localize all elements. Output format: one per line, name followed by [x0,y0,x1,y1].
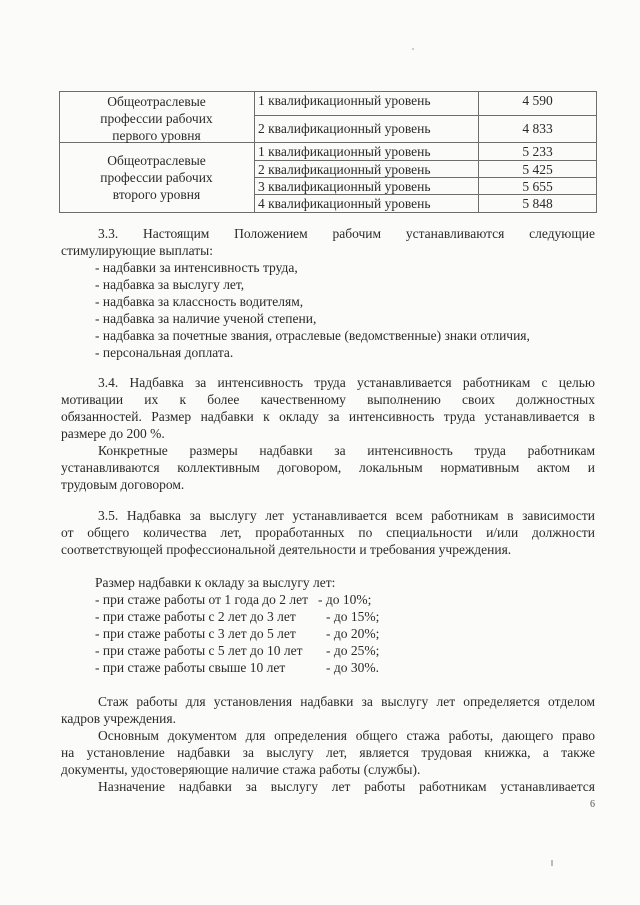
closing-line: Назначение надбавки за выслугу лет работы работникам устанавливается [98,779,595,794]
list-item: - надбавки за интенсивность труда, [95,260,298,275]
list-item: - персональная доплата. [95,345,234,360]
para-word: устанавливаются [405,226,505,241]
section-3-3-first-line [98,226,595,242]
closing-line: кадров учреждения. [61,711,176,726]
section-3-4-line: мотивации их к более качественному выполнению своих должностных [61,392,595,407]
section-3-5-line: соответствующей профессиональной деятельности и требования учреждения. [61,542,512,557]
bonus-value: - до 25%; [326,643,380,658]
bonus-value: - до 30%. [326,660,379,675]
bonus-value: - до 10%; [318,592,372,607]
table-level: 4 квалификационный уровень [258,196,431,211]
table-amount: 4 833 [522,121,553,136]
para-word: Положением [234,226,308,241]
list-item: - надбавка за наличие ученой степени, [95,311,317,326]
closing-line: Основным документом для определения общего стажа работы, дающего право [98,728,595,743]
table-amount: 5 233 [522,144,553,159]
bonus-condition: - при стаже работы с 5 лет до 10 лет [95,643,303,658]
table-amount: 4 590 [522,93,553,108]
table-level: 1 квалификационный уровень [258,144,431,159]
section-3-5-line: 3.5. Надбавка за выслугу лет устанавливается всем работникам в зависимости [98,508,595,523]
bonus-heading: Размер надбавки к окладу за выслугу лет: [95,575,336,590]
section-3-3-line: стимулирующие выплаты: [61,243,213,258]
list-item: - надбавка за классность водителям, [95,294,304,309]
scan-speck [551,860,553,866]
table-amount: 5 655 [522,179,553,194]
table-level: 3 квалификационный уровень [258,179,431,194]
pay-table [59,91,597,213]
table-border [59,212,597,213]
list-item: - надбавка за почетные звания, отраслевые (ведомственные) знаки отличия, [95,328,530,343]
section-3-4-line: трудовым договором. [61,477,185,492]
section-3-4-line: Конкретные размеры надбавки за интенсивность труда работникам [98,443,595,458]
para-word: Настоящим [143,226,210,241]
table-group-name: Общеотраслевые профессии рабочих второго уровня [100,153,213,202]
bonus-condition: - при стаже работы с 2 лет до 3 лет [95,609,296,624]
section-3-4-line: устанавливаются коллективным договором, локальным нормативным актом и [61,460,595,475]
table-group-name: Общеотраслевые профессии рабочих первого уровня [100,94,213,143]
bonus-value: - до 20%; [326,626,380,641]
section-3-4-line: размере до 200 %. [61,426,165,441]
table-border [254,115,597,116]
bonus-condition: - при стаже работы с 3 лет до 5 лет [95,626,296,641]
para-word: 3.3. [98,226,119,241]
page-number: 6 [590,799,595,810]
closing-line: на установление надбавки за выслугу лет, является трудовая книжка, а также [61,745,595,760]
bonus-value: - до 15%; [326,609,380,624]
closing-line: документы, удостоверяющие наличие стажа работы (службы). [61,762,421,777]
bonus-condition: - при стаже работы свыше 10 лет [95,660,286,675]
table-border [59,91,60,213]
section-3-5-line: от общего количества лет, проработанных по специальности и/или должности [61,525,595,540]
bonus-condition: - при стаже работы от 1 года до 2 лет [95,592,309,607]
para-word: рабочим [332,226,382,241]
section-3-4-line: 3.4. Надбавка за интенсивность труда устанавливается работникам с целью [98,375,595,390]
para-word: следующие [529,226,595,241]
scan-speck [412,48,414,50]
table-amount: 5 425 [522,162,553,177]
table-amount: 5 848 [522,196,553,211]
list-item: - надбавка за выслугу лет, [95,277,245,292]
section-3-4-line: обязанностей. Размер надбавки к окладу за интенсивность труда устанавливается в [61,409,595,424]
table-level: 1 квалификационный уровень [258,93,431,108]
closing-line: Стаж работы для установления надбавки за выслугу лет определяется отделом [98,694,595,709]
table-level: 2 квалификационный уровень [258,162,431,177]
table-level: 2 квалификационный уровень [258,121,431,136]
